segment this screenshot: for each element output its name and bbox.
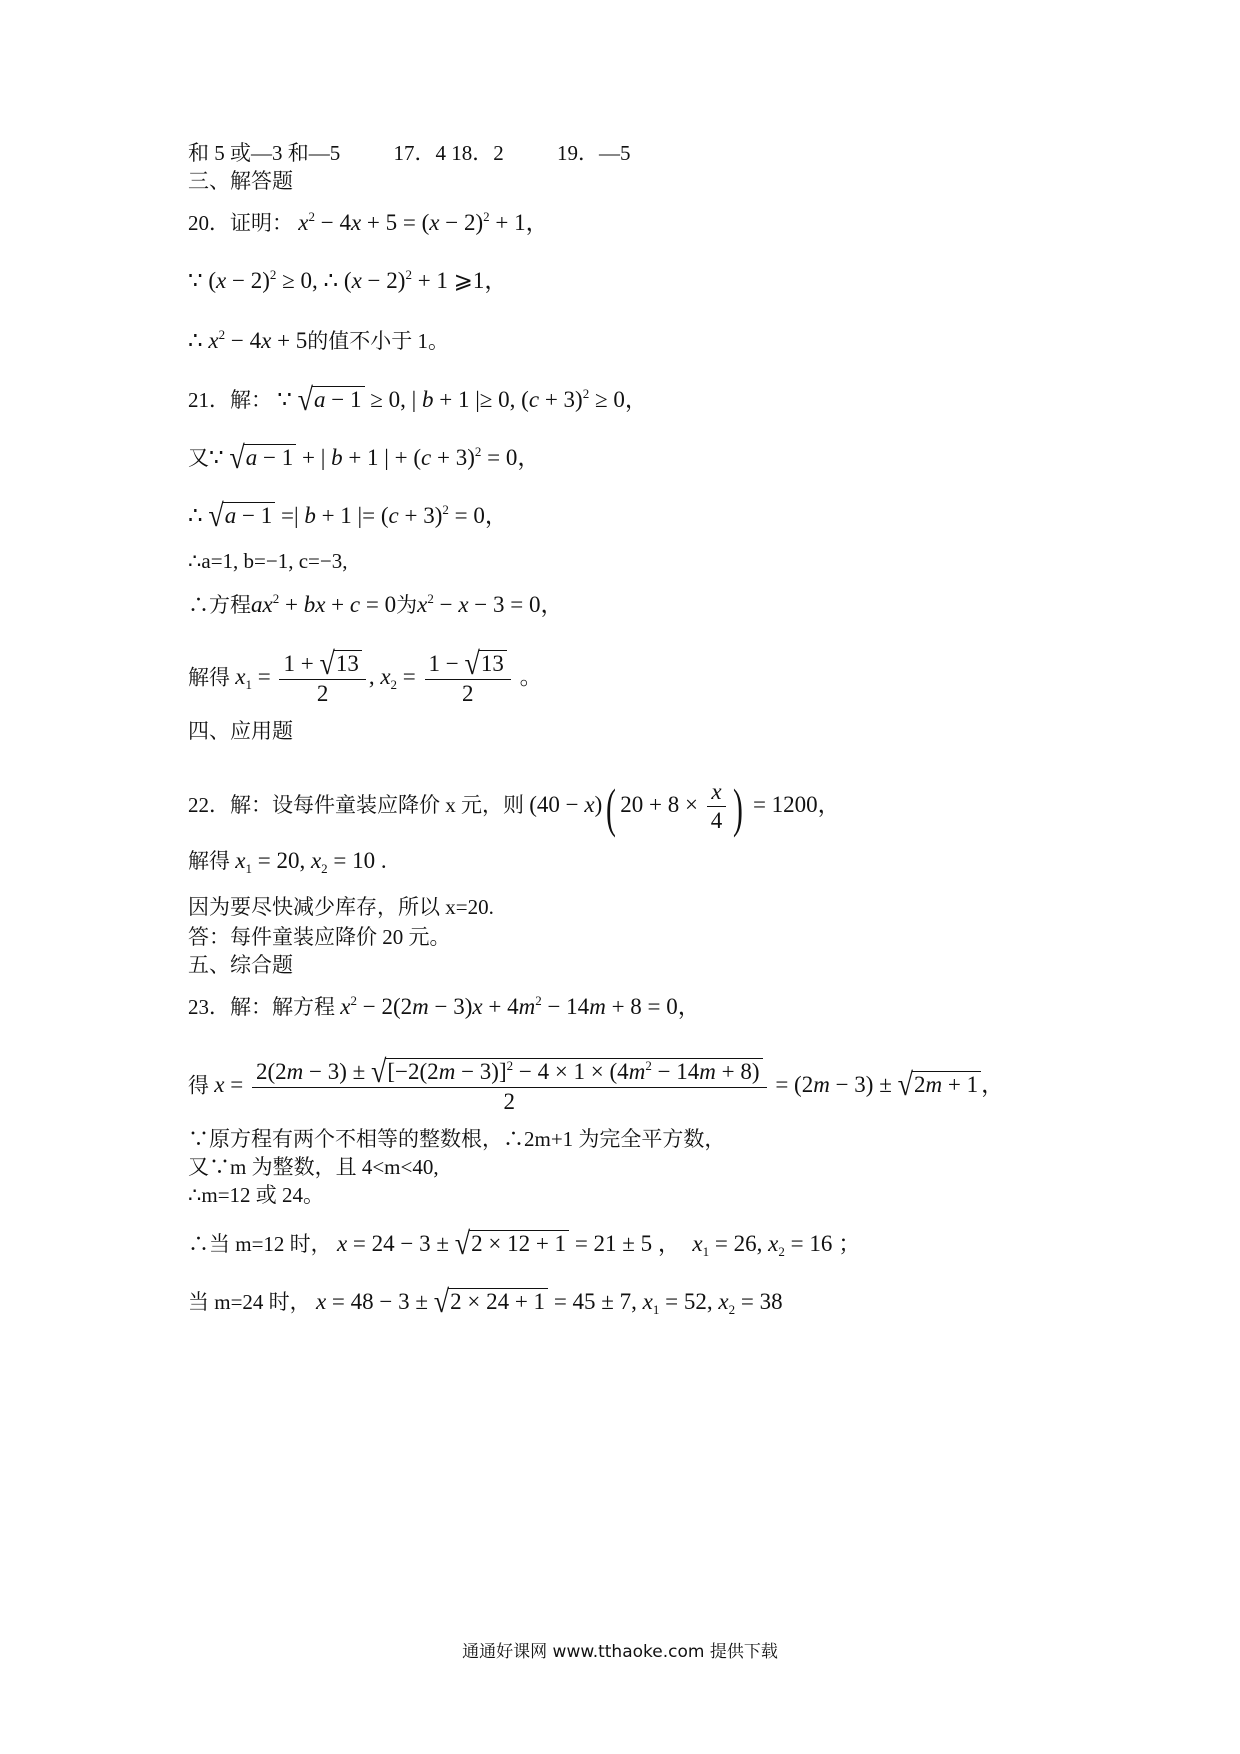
problem-21-eq-mid: 为: [396, 593, 418, 617]
problem-21-line-3: [188, 498, 508, 535]
problem-23-cond1: 原方程有两个不相等的整数根，: [209, 1127, 503, 1151]
section-heading-4: 四、应用题: [188, 719, 293, 743]
problem-23-also: 又: [188, 1155, 209, 1179]
problem-23-cond2: m 为整数，且 4<m<40,: [230, 1155, 439, 1179]
section-heading-5: 五、综合题: [188, 953, 293, 977]
problem-21-also: 又: [188, 446, 209, 470]
problem-20-line-3: [188, 328, 449, 354]
problem-21-line-5: ∴方程$ax^2$ + bx + c = 0为$x^2 - x - 3 = 0$，: [188, 591, 564, 617]
problem-20-inequality: ∵ $(x - 2)^2 \ge 0$, ∴ $(x - 2)^2 + 1$ ⩾1，: [188, 267, 508, 293]
problem-20-conclusion-math: ∴ $x^2 - 4x + 5$: [188, 327, 308, 353]
problem-21-roots: $x_1$ = $\frac{1 + √13}{2}$ , $x_2$ = $\frac{1 - √13}{2}$ 。: [235, 646, 543, 706]
answer-19: 19．—5: [557, 141, 631, 165]
problem-20-line-2: [188, 268, 507, 294]
problem-22-line-2: [188, 848, 387, 874]
answer-line-16-19: [188, 140, 631, 166]
answer-17-18: 17．4 18．2: [393, 141, 504, 165]
problem-22-line-1: [188, 777, 841, 838]
problem-22-reason: 因为要尽快减少库存，所以 x=20.: [188, 895, 494, 919]
problem-21-line-6: [188, 646, 543, 708]
problem-21-solve-label: 解得: [188, 665, 230, 690]
problem-23-case2-label: 当 m=24 时，: [188, 1290, 311, 1314]
problem-21-label: 21．解：: [188, 388, 272, 412]
problem-20-conclusion-text: 的值不小于 1。: [307, 329, 450, 353]
problem-21-nonneg: ∵ √a − 1 ≥ 0, | b + 1 |≥ 0, $(c + 3)^2 \ge 0$，: [277, 382, 648, 419]
problem-21-specific-eq: $x^2 - x - 3 = 0$，: [417, 591, 564, 617]
problem-22-solve-label: 解得: [188, 849, 230, 873]
problem-23-line-4: 又∵m 为整数，且 4<m<40,: [188, 1155, 439, 1179]
problem-22-equation: (40 − x)( 20 + 8 × $\frac{x}{4}$ ) = 1200，: [529, 777, 841, 838]
problem-21-eq-prefix: 方程: [209, 593, 251, 617]
problem-23-get: 得: [188, 1073, 209, 1098]
problem-23-cond1b: 2m+1 为完全平方数，: [524, 1127, 726, 1151]
section-heading-3: 三、解答题: [188, 169, 293, 193]
problem-21-each-zero: ∴ √a − 1 =| b + 1 |= $(c + 3)^2 = 0$，: [188, 498, 508, 535]
problem-21-line-1: [188, 382, 648, 419]
problem-20-line-1: [188, 210, 549, 236]
problem-22-answer: 答：每件童装应降价 20 元。: [188, 925, 451, 949]
page-footer: 通通好课网 www.tthaoke.com 提供下载: [462, 1642, 778, 1662]
problem-23-line-2: [188, 1054, 1005, 1116]
problem-21-general-eq: $ax^2$ + bx + c = 0: [251, 591, 397, 617]
problem-23-label: 23．解：解方程: [188, 995, 335, 1019]
problem-20-identity: $x^2 - 4x + 5 = (x - 2)^2 + 1$，: [298, 209, 549, 235]
problem-23-line-5: ∴m=12 或 24。: [188, 1183, 325, 1207]
problem-23-line-3: ∵原方程有两个不相等的整数根，∴2m+1 为完全平方数，: [188, 1127, 726, 1151]
problem-23-line-6: ∴当 m=12 时， x = 24 − 3 ± √2 × 12 + 1 = 21 ± 5 ， $x_1 = 26$, $x_2 = 16$ ；: [188, 1226, 862, 1263]
problem-23-equation: $x^2 - 2(2m - 3)x + 4m^2 - 14m + 8 = 0$，: [340, 993, 701, 1019]
problem-23-case1-label: 当 m=12 时，: [209, 1232, 332, 1256]
problem-23-line-7: [188, 1284, 783, 1321]
problem-22-roots: $x_1 = 20$, $x_2 = 10$ .: [235, 848, 387, 876]
problem-23-case1-math: x = 24 − 3 ± √2 × 12 + 1 = 21 ± 5 ， $x_1 = 26$, $x_2 = 16$ ；: [336, 1226, 862, 1263]
problem-20-label: 20．证明：: [188, 211, 293, 235]
answer-16-tail: 和 5 或—3 和—5: [188, 141, 341, 165]
problem-23-case2-math: x = 48 − 3 ± √2 × 24 + 1 = 45 ± 7, $x_1 = 52$, $x_2 = 38$: [315, 1284, 783, 1321]
problem-21-sum-zero: ∵ √a − 1 + | b + 1 | + $(c + 3)^2 = 0$，: [209, 440, 541, 477]
problem-21-line-4: ∴a=1, b=−1, c=−3,: [188, 549, 348, 573]
problem-23-line-1: [188, 994, 701, 1020]
problem-21-values: a=1, b=−1, c=−3,: [201, 549, 348, 573]
problem-23-m-values: m=12 或 24。: [201, 1183, 325, 1207]
problem-22-label: 22．解：设每件童装应降价 x 元，则: [188, 792, 524, 817]
problem-23-formula: x = $\frac{2(2m - 3) \pm √[-2(2m - 3)]^2 - 4 \times 1 \times (4m^2 - 14m + 8)}{2}$ = (2m − 3) ± √2m + 1 ，: [214, 1054, 1005, 1114]
problem-21-line-2: [188, 440, 541, 477]
